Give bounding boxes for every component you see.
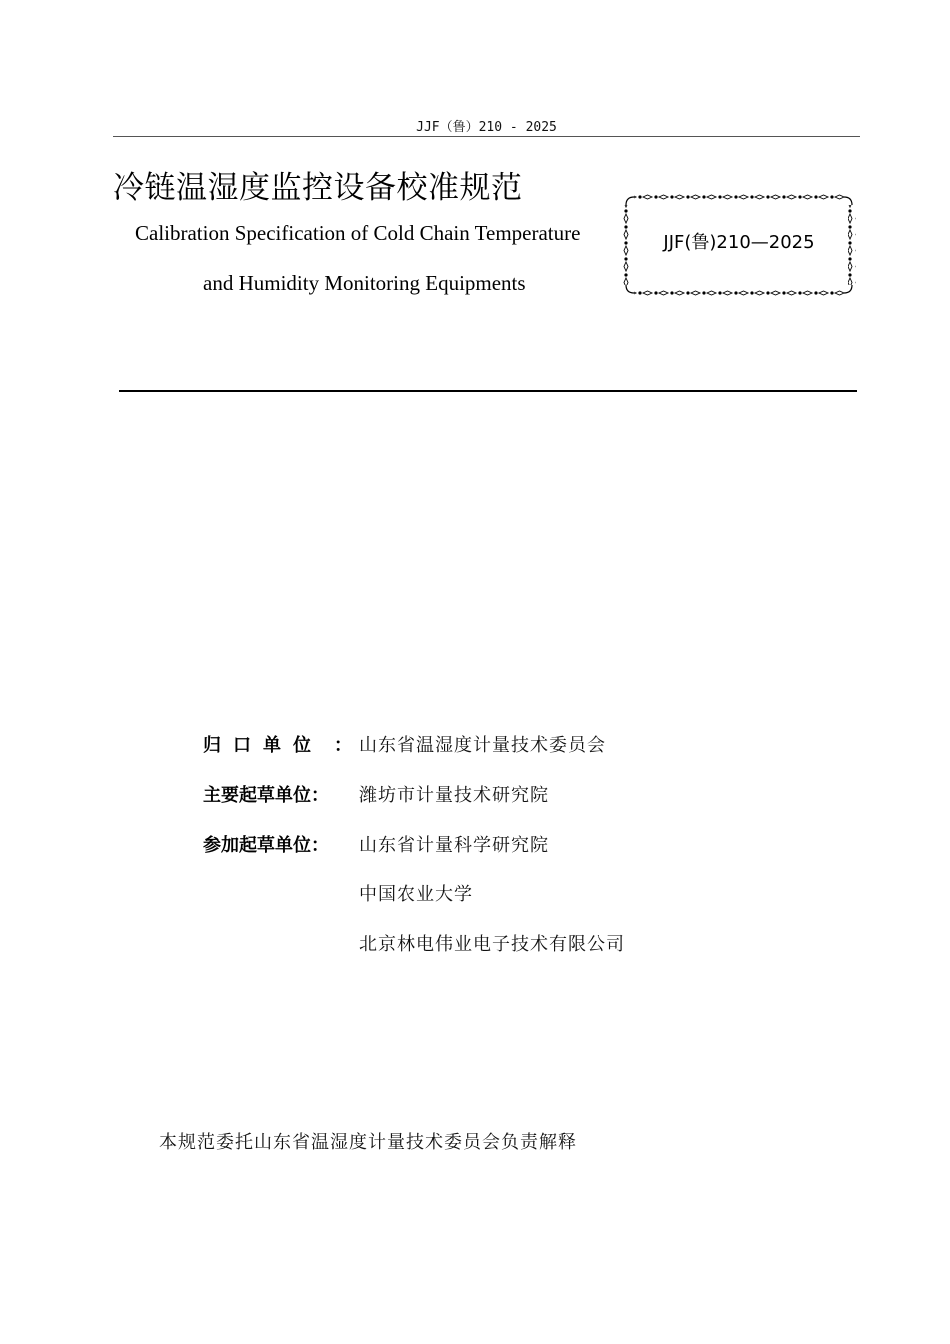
- title-english-line1: Calibration Specification of Cold Chain Temperature: [135, 221, 581, 245]
- title-english-line2: and Humidity Monitoring Equipments: [203, 271, 526, 295]
- org-label-participating-drafting: 参加起草单位: [203, 835, 311, 856]
- title-separator-rule: [119, 390, 857, 392]
- org-label-centralized-unit: 归口单位: [203, 735, 323, 756]
- title-chinese: 冷链温湿度监控设备校准规范: [113, 170, 523, 206]
- interpretation-note: 本规范委托山东省温湿度计量技术委员会负责解释: [159, 1132, 577, 1153]
- spec-code-box: [622, 193, 856, 297]
- org-value-centralized-unit: 山东省温湿度计量技术委员会: [359, 735, 606, 756]
- header-rule: [113, 136, 860, 137]
- spec-code: JJF(鲁)210—2025: [663, 232, 815, 253]
- running-header-code: JJF（鲁）210 - 2025: [416, 120, 557, 135]
- org-colon: ：: [311, 835, 329, 856]
- org-value-main-drafting: 潍坊市计量技术研究院: [359, 785, 549, 806]
- org-value-participating-1: 山东省计量科学研究院: [359, 835, 549, 856]
- org-colon: ：: [334, 735, 352, 756]
- org-colon: ：: [311, 785, 329, 806]
- org-value-participating-2: 中国农业大学: [359, 884, 473, 905]
- org-label-main-drafting: 主要起草单位: [203, 785, 311, 806]
- org-value-participating-3: 北京林电伟业电子技术有限公司: [359, 934, 625, 955]
